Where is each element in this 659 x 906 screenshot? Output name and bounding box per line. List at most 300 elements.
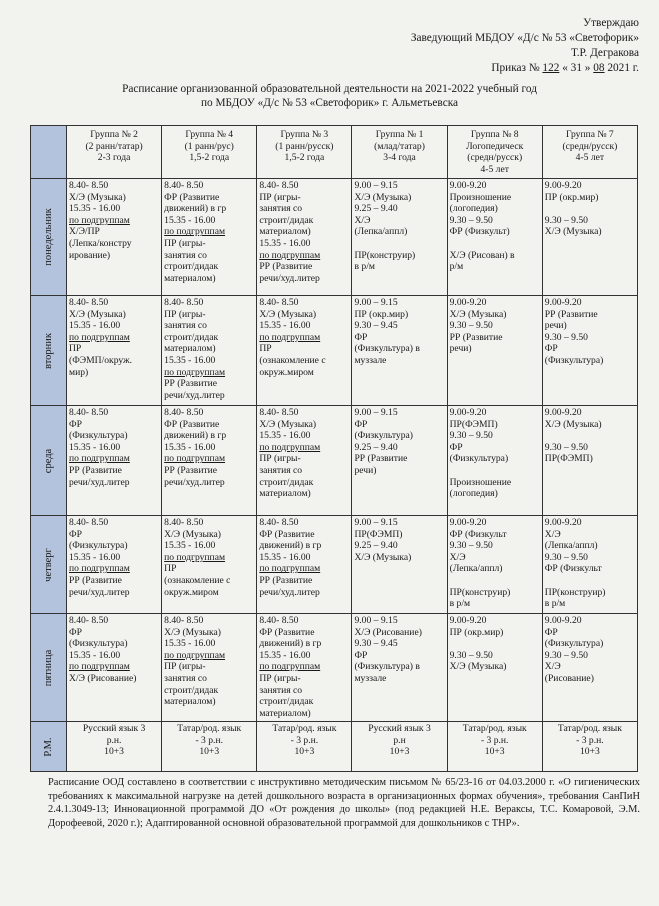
cell-line: (Рисование) xyxy=(544,672,594,684)
cell-line: 15.35 - 16.00 xyxy=(164,354,216,366)
schedule-cell xyxy=(67,614,162,722)
cell-line: в р/м xyxy=(544,598,566,610)
cell-line: (логопедия) xyxy=(449,488,498,500)
cell-line: материалом) xyxy=(259,707,311,719)
cell-line: ФР (Развитие xyxy=(259,626,315,638)
cell-line: речи/худ.литер xyxy=(259,272,320,284)
schedule-cell xyxy=(162,516,257,614)
cell-line: 15.35 - 16.00 xyxy=(164,214,216,226)
cell-line: движений) в гр xyxy=(259,540,322,552)
cell-line: 8.40- 8.50 xyxy=(164,407,204,418)
cell-line: материалом) xyxy=(164,272,216,284)
schedule-cell xyxy=(447,614,542,722)
cell-line: РР (Развитие xyxy=(259,261,313,273)
schedule-cell xyxy=(542,406,637,516)
cell-line: 10+3 xyxy=(484,746,505,758)
day-label-cell xyxy=(31,614,67,722)
cell-line: окруж.миром xyxy=(259,366,314,378)
cell-line: (Физкультура) в xyxy=(354,661,420,673)
cell-line: Х/Э (Музыка) xyxy=(164,626,221,638)
schedule-cell xyxy=(542,516,637,614)
cell-line: Х/Э (Музыка) xyxy=(449,308,507,320)
cell-line: движений) в гр xyxy=(164,203,227,215)
group-header xyxy=(352,126,447,179)
cell-line: Группа № 4 xyxy=(185,129,234,140)
cell-line: 8.40- 8.50 xyxy=(164,180,204,191)
cell-line: 9.30 – 9.45 xyxy=(354,320,398,332)
approval-block xyxy=(379,16,639,76)
cell-line: 8.40- 8.50 xyxy=(164,297,204,308)
cell-line: 9.00 – 9.15 xyxy=(354,615,398,626)
cell-line: 15.35 - 16.00 xyxy=(69,551,121,563)
order-day: « 31 » xyxy=(559,62,594,74)
cell-line: ПР (окр.мир) xyxy=(449,626,504,638)
approval-heading: Утверждаю xyxy=(583,17,639,29)
cell-line: ФР xyxy=(544,626,558,638)
cell-line xyxy=(545,575,635,587)
cell-line: РР (Развитие xyxy=(164,378,218,390)
cell-line: 15.35 - 16.00 xyxy=(164,540,216,552)
cell-line: - 3 р.н. xyxy=(290,734,319,746)
cell-line: 8.40- 8.50 xyxy=(164,517,204,528)
cell-line: (Физкультура) xyxy=(544,638,604,650)
schedule-cell xyxy=(162,179,257,296)
cell-line: (Лепка/аппл) xyxy=(449,563,503,575)
cell-line: ФР xyxy=(449,441,463,453)
cell-line: РР (Развитие xyxy=(544,308,598,320)
cell-line: Русский язык 3 xyxy=(82,723,146,734)
cell-line: (Физкультура) xyxy=(69,638,128,650)
cell-line: движений) в гр xyxy=(259,638,322,650)
day-label-cell xyxy=(31,406,67,516)
cell-line: 8.40- 8.50 xyxy=(164,615,204,626)
schedule-cell xyxy=(352,406,447,516)
cell-line: 8.40- 8.50 xyxy=(259,297,299,308)
cell-line: ПР xyxy=(164,563,177,575)
cell-line: по подгруппам xyxy=(69,453,130,465)
cell-line: ПР (окр.мир) xyxy=(544,191,599,203)
cell-line: ПР (окр.мир) xyxy=(354,308,409,320)
cell-line: Произношение xyxy=(449,191,512,203)
schedule-cell xyxy=(352,296,447,406)
cell-line: Х/Э (Музыка) xyxy=(69,191,126,203)
cell-line xyxy=(450,638,540,650)
cell-line: ПР (игры- xyxy=(259,672,301,684)
cell-line: ПР(ФЭМП) xyxy=(354,528,403,540)
cell-line: Х/Э (Музыка) xyxy=(69,308,126,320)
cell-line: ФР (Развитие xyxy=(164,418,220,430)
cell-line xyxy=(450,465,540,477)
cell-line: материалом) xyxy=(259,226,311,238)
cell-line: по подгруппам xyxy=(164,551,226,563)
schedule-cell xyxy=(542,296,637,406)
cell-line: (логопедия) xyxy=(449,203,498,215)
cell-line: 9.30 – 9.50 xyxy=(544,441,588,453)
cell-line: 9.00 – 9.15 xyxy=(354,180,398,191)
schedule-table xyxy=(30,125,638,772)
cell-line: по подгруппам xyxy=(164,453,226,465)
cell-line: Х/Э/ПР xyxy=(69,226,100,238)
header-corner xyxy=(31,126,67,179)
cell-line: РР (Развитие xyxy=(259,574,313,586)
cell-line: ПР xyxy=(69,343,82,355)
cell-line: речи/худ.литер xyxy=(164,476,225,488)
cell-line xyxy=(354,238,444,250)
cell-line: строит/дидак xyxy=(164,331,219,343)
cell-line: 9.00-9.20 xyxy=(449,517,487,528)
cell-line: 9.00 – 9.15 xyxy=(354,407,398,418)
cell-line: движений) в гр xyxy=(164,430,227,442)
language-cell xyxy=(162,722,257,772)
cell-line: - 3 р.н. xyxy=(576,734,604,746)
cell-line: (Физкультура) xyxy=(449,453,509,465)
rm-label: Р.М. xyxy=(42,736,54,757)
cell-line: 9.30 – 9.45 xyxy=(354,638,398,650)
cell-line: муззале xyxy=(354,354,387,366)
title-line-1: Расписание организованной образовательной деятельности на 2021-2022 учебный год xyxy=(122,83,537,95)
cell-line: 9.30 – 9.50 xyxy=(544,214,588,226)
cell-line: 8.40- 8.50 xyxy=(69,407,109,418)
cell-line: ФР xyxy=(69,528,82,540)
cell-line: (Физкультура) xyxy=(69,540,128,552)
schedule-cell xyxy=(67,516,162,614)
cell-line: Группа № 2 xyxy=(90,129,138,140)
cell-line: (Лепка/аппл) xyxy=(354,226,408,238)
cell-line: по подгруппам xyxy=(69,214,130,226)
order-number: 122 xyxy=(542,62,560,74)
cell-line: Татар/род. язык xyxy=(557,723,622,734)
cell-line: 1,5-2 года xyxy=(189,152,230,164)
cell-line: 8.40- 8.50 xyxy=(69,297,109,308)
day-row-thursday xyxy=(31,516,638,614)
cell-line: Татар/род. язык xyxy=(272,723,337,734)
cell-line: материалом) xyxy=(259,488,311,500)
cell-line: (1 ранн/русск) xyxy=(275,140,334,152)
cell-line: (Физкультура) в xyxy=(354,343,420,355)
cell-line: в р/м xyxy=(354,261,375,273)
cell-line: занятия со xyxy=(164,249,207,261)
cell-line: ФР (Физкульт) xyxy=(449,226,510,238)
cell-line: 9.00-9.20 xyxy=(449,407,487,418)
schedule-cell xyxy=(162,296,257,406)
cell-line: 1,5-2 года xyxy=(284,152,325,164)
cell-line: муззале xyxy=(354,672,387,684)
day-label: понедельник xyxy=(42,208,54,266)
cell-line: ФР xyxy=(69,626,82,638)
cell-line: Группа № 7 xyxy=(566,129,614,140)
group-header xyxy=(542,126,637,179)
group-header xyxy=(257,126,352,179)
cell-line: по подгруппам xyxy=(259,563,321,575)
cell-line: 8.40- 8.50 xyxy=(259,180,299,191)
cell-line: речи/худ.литер xyxy=(164,389,225,401)
cell-line: по подгруппам xyxy=(69,563,130,575)
schedule-cell xyxy=(67,296,162,406)
cell-line: 15.35 - 16.00 xyxy=(69,203,121,215)
cell-line: 9.00-9.20 xyxy=(544,297,582,308)
cell-line: речи) xyxy=(544,320,567,332)
cell-line: ПР (игры- xyxy=(164,661,206,673)
language-cell xyxy=(542,722,637,772)
footnote: Расписание ООД составлено в соответствии с инструктивно методическим письмом № 65/23-16 от 04.03.2000 г. «О гигиенических требованиях к максимальной нагрузке на детей дошкольного возраста в организационных формах обучения», требования СанПиН 2.4.1.3049-13; Инновационной программой ДО «От рождения до школы» (под редакцией Н.Е. Вераксы, Т.С. Комаровой, Э.М. Дорофеевой, 2020 г.); Адаптированной основной образовательной программой для дошкольников с ТНР». xyxy=(48,777,640,829)
day-label: четверг xyxy=(42,547,54,582)
cell-line: ФР xyxy=(354,331,368,343)
cell-line: окруж.миром xyxy=(164,586,219,598)
day-row-tuesday xyxy=(31,296,638,406)
day-label-cell xyxy=(31,179,67,296)
schedule-cell xyxy=(352,614,447,722)
cell-line: 8.40- 8.50 xyxy=(259,407,299,418)
cell-line: 15.35 - 16.00 xyxy=(164,441,216,453)
cell-line: 8.40- 8.50 xyxy=(69,180,109,191)
cell-line: в р/м xyxy=(449,598,471,610)
cell-line: 9.25 – 9.40 xyxy=(354,441,398,453)
cell-line: Произношение xyxy=(449,476,512,488)
cell-line: - 3 р.н. xyxy=(480,734,509,746)
cell-line: занятия со xyxy=(164,672,207,684)
cell-line: по подгруппам xyxy=(164,649,226,661)
cell-line: (млад/татар) xyxy=(374,140,425,152)
cell-line: 4-5 лет xyxy=(480,163,509,175)
cell-line: ФР xyxy=(544,343,558,355)
cell-line: Х/Э (Рисование) xyxy=(69,672,137,684)
cell-line: Х/Э (Музыка) xyxy=(449,661,507,673)
cell-line: Х/Э xyxy=(449,551,466,563)
group-header xyxy=(162,126,257,179)
order-prefix: Приказ № xyxy=(491,62,543,74)
language-cell xyxy=(67,722,162,772)
cell-line: Х/Э (Музыка) xyxy=(354,191,412,203)
cell-line: по подгруппам xyxy=(259,249,321,261)
approval-signer: Т.Р. Дегракова xyxy=(570,47,639,59)
cell-line: речи) xyxy=(354,464,377,476)
cell-line: ПР(конструир) xyxy=(354,249,416,261)
cell-line: 9.30 – 9.50 xyxy=(449,320,493,332)
language-cell xyxy=(257,722,352,772)
schedule-cell xyxy=(352,516,447,614)
cell-line: занятия со xyxy=(259,464,303,476)
cell-line: 9.00-9.20 xyxy=(544,517,582,528)
cell-line: Русский язык 3 xyxy=(368,723,431,734)
cell-line: 8.40- 8.50 xyxy=(259,517,299,528)
order-month: 08 xyxy=(593,62,605,74)
cell-line: речи/худ.литер xyxy=(69,476,130,488)
cell-line: 10+3 xyxy=(579,746,600,758)
cell-line: ФР xyxy=(354,649,368,661)
cell-line: Татар/род. язык xyxy=(462,723,527,734)
cell-line: 4-5 лет xyxy=(575,152,605,164)
cell-line: ФР (Физкульт xyxy=(544,563,602,575)
cell-line: 9.25 – 9.40 xyxy=(354,203,398,215)
cell-line: 9.00-9.20 xyxy=(449,297,487,308)
schedule-cell xyxy=(447,179,542,296)
cell-line: 9.30 – 9.50 xyxy=(449,214,493,226)
schedule-cell xyxy=(352,179,447,296)
cell-line: 9.30 – 9.50 xyxy=(544,649,588,661)
cell-line: Логопедическ xyxy=(466,140,524,152)
cell-line: 10+3 xyxy=(199,746,220,758)
day-label-cell xyxy=(31,296,67,406)
day-row-friday xyxy=(31,614,638,722)
day-label-cell xyxy=(31,516,67,614)
cell-line: ПР(ФЭМП) xyxy=(544,453,593,465)
cell-line: 15.35 - 16.00 xyxy=(259,430,311,442)
cell-line: р.н xyxy=(393,734,406,746)
cell-line: (средн/русск) xyxy=(562,140,618,152)
cell-line: ПР(конструир) xyxy=(449,586,511,598)
cell-line: материалом) xyxy=(164,343,216,355)
group-header xyxy=(447,126,542,179)
schedule-cell xyxy=(447,296,542,406)
title-line-2: по МБДОУ «Д/с № 53 «Светофорик» г. Альметьевска xyxy=(200,97,459,109)
cell-line: (2 ранн/татар) xyxy=(85,140,143,152)
cell-line: мир) xyxy=(69,366,89,378)
cell-line: Х/Э (Рисован) в xyxy=(449,249,515,261)
cell-line: 9.25 – 9.40 xyxy=(354,540,398,552)
cell-line: 15.35 - 16.00 xyxy=(69,649,121,661)
cell-line xyxy=(545,430,635,442)
schedule-cell xyxy=(257,516,352,614)
cell-line: строит/дидак xyxy=(164,261,219,273)
order-year: 2021 г. xyxy=(604,62,639,74)
schedule-cell xyxy=(162,614,257,722)
schedule-cell xyxy=(257,179,352,296)
day-row-monday xyxy=(31,179,638,296)
cell-line: 15.35 - 16.00 xyxy=(69,320,121,332)
cell-line: 15.35 - 16.00 xyxy=(164,638,216,650)
cell-line: (Физкультура) xyxy=(69,430,128,442)
cell-line: занятия со xyxy=(259,684,303,696)
language-cell xyxy=(447,722,542,772)
cell-line: 9.30 – 9.50 xyxy=(544,331,588,343)
cell-line: ПР xyxy=(259,343,272,355)
cell-line: по подгруппам xyxy=(69,661,130,673)
cell-line: ПР(конструир) xyxy=(544,586,606,598)
cell-line: 8.40- 8.50 xyxy=(259,615,299,626)
cell-line: Х/Э (Рисование) xyxy=(354,626,422,638)
cell-line: по подгруппам xyxy=(259,441,321,453)
cell-line: РР (Развитие xyxy=(354,453,408,465)
cell-line: Х/Э xyxy=(544,528,561,540)
day-label-cell xyxy=(31,722,67,772)
cell-line: строит/дидак xyxy=(164,684,219,696)
cell-line: 9.00 – 9.15 xyxy=(354,297,398,308)
cell-line: 9.00 – 9.15 xyxy=(354,517,398,528)
cell-line: строит/дидак xyxy=(259,214,314,226)
schedule-cell xyxy=(542,179,637,296)
cell-line: РР (Развитие xyxy=(164,464,218,476)
cell-line: ПР (игры- xyxy=(164,308,206,320)
cell-line: (Лепка/аппл) xyxy=(544,540,598,552)
cell-line: ирование) xyxy=(69,249,111,261)
cell-line: (ФЭМП/окруж. xyxy=(69,354,133,366)
cell-line: Х/Э (Музыка) xyxy=(544,418,602,430)
cell-line: 15.35 - 16.00 xyxy=(69,441,121,453)
cell-line: Х/Э (Музыка) xyxy=(259,308,317,320)
cell-line: Группа № 1 xyxy=(375,129,424,140)
schedule-cell xyxy=(257,406,352,516)
cell-line: Х/Э (Музыка) xyxy=(354,551,412,563)
cell-line: по подгруппам xyxy=(164,226,226,238)
schedule-cell xyxy=(447,406,542,516)
cell-line: р/м xyxy=(449,261,464,273)
cell-line: 9.00-9.20 xyxy=(544,615,582,626)
cell-line: Татар/род. язык xyxy=(177,723,242,734)
cell-line: 15.35 - 16.00 xyxy=(259,649,311,661)
cell-line: по подгруппам xyxy=(164,366,226,378)
cell-line: 15.35 - 16.00 xyxy=(259,551,311,563)
schedule-cell xyxy=(162,406,257,516)
cell-line: Х/Э (Музыка) xyxy=(164,528,221,540)
day-label: среда xyxy=(42,448,54,473)
cell-line: Группа № 3 xyxy=(280,129,329,140)
cell-line: (ознакомление с xyxy=(164,574,231,586)
cell-line: по подгруппам xyxy=(259,331,321,343)
approval-order xyxy=(379,61,639,76)
cell-line: 9.30 – 9.50 xyxy=(449,430,493,442)
cell-line: речи) xyxy=(449,343,472,355)
cell-line: Х/Э (Музыка) xyxy=(259,418,317,430)
cell-line: Х/Э xyxy=(544,661,561,673)
cell-line: 10+3 xyxy=(294,746,315,758)
schedule-cell xyxy=(67,406,162,516)
cell-line: РР (Развитие xyxy=(69,574,122,586)
cell-line: 9.00-9.20 xyxy=(544,407,582,418)
cell-line xyxy=(545,203,635,215)
cell-line: Х/Э xyxy=(354,214,371,226)
cell-line: ПР (игры- xyxy=(164,237,206,249)
cell-line xyxy=(450,575,540,587)
cell-line: Х/Э (Музыка) xyxy=(544,226,602,238)
cell-line: занятия со xyxy=(164,320,207,332)
cell-line: (Лепка/констру xyxy=(69,237,132,249)
language-row xyxy=(31,722,638,772)
day-label: пятница xyxy=(42,649,54,686)
day-label: вторник xyxy=(42,332,54,369)
cell-line: РР (Развитие xyxy=(449,331,503,343)
cell-line: строит/дидак xyxy=(259,696,314,708)
schedule-cell xyxy=(542,614,637,722)
cell-line: 9.00-9.20 xyxy=(449,615,487,626)
document-title xyxy=(0,82,659,110)
cell-line: строит/дидак xyxy=(259,476,314,488)
cell-line: (Физкультура) xyxy=(354,430,413,442)
cell-line: 8.40- 8.50 xyxy=(69,517,109,528)
cell-line: РР (Развитие xyxy=(69,464,122,476)
cell-line: речи/худ.литер xyxy=(259,586,320,598)
cell-line: - 3 р.н. xyxy=(195,734,223,746)
cell-line: 10+3 xyxy=(104,746,124,758)
approval-position: Заведующий МБДОУ «Д/с № 53 «Светофорик» xyxy=(410,32,639,44)
cell-line: 15.35 - 16.00 xyxy=(259,237,311,249)
schedule-cell xyxy=(447,516,542,614)
cell-line: 15.35 - 16.00 xyxy=(259,320,311,332)
cell-line: ФР (Развитие xyxy=(259,528,315,540)
cell-line: 9.30 – 9.50 xyxy=(449,540,493,552)
group-header xyxy=(67,126,162,179)
cell-line: по подгруппам xyxy=(259,661,321,673)
cell-line: по подгруппам xyxy=(69,331,130,343)
cell-line: Группа № 8 xyxy=(470,129,519,140)
cell-line: ПР (игры- xyxy=(259,191,301,203)
cell-line: ПР (игры- xyxy=(259,453,301,465)
cell-line: 8.40- 8.50 xyxy=(69,615,109,626)
cell-line: ФР (Развитие xyxy=(164,191,220,203)
schedule-cell xyxy=(67,179,162,296)
cell-line: речи/худ.литер xyxy=(69,586,130,598)
schedule-cell xyxy=(257,296,352,406)
cell-line: 9.00-9.20 xyxy=(449,180,487,191)
